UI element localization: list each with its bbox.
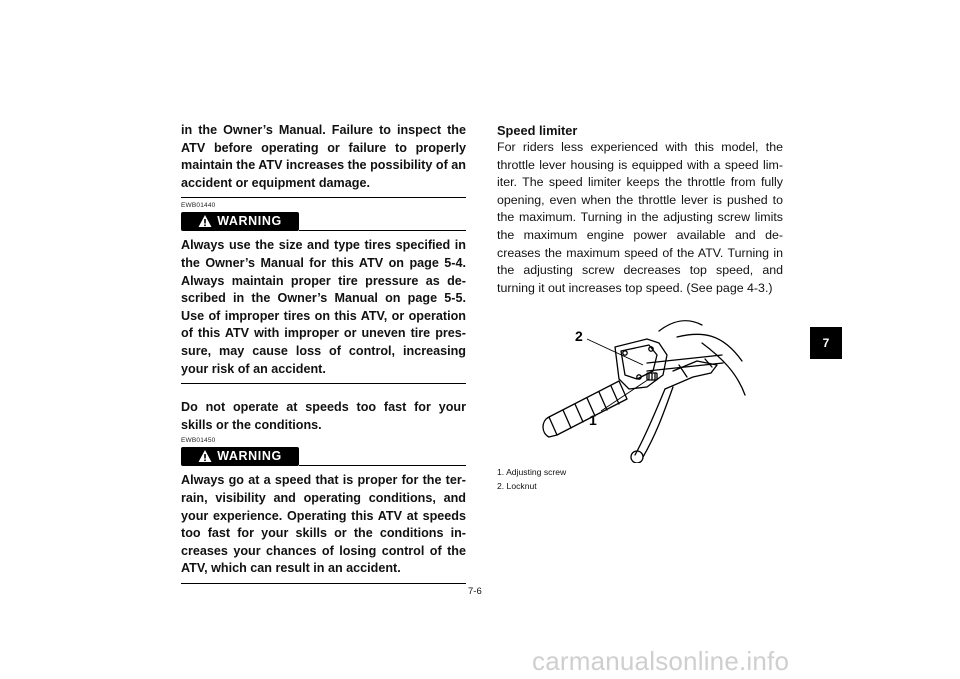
- warning-badge: [181, 212, 299, 231]
- warning-header: [181, 211, 466, 231]
- left-column: [181, 122, 466, 584]
- speed-limiter-illustration: [497, 303, 783, 463]
- caption-item: 2. Locknut: [497, 481, 537, 492]
- callout-1: 1: [589, 412, 597, 429]
- warning-label: WARNING: [217, 449, 282, 464]
- page-number: 7-6: [468, 586, 482, 597]
- section-heading: Speed limiter: [497, 123, 578, 138]
- right-column: [497, 122, 783, 493]
- warning-text: Always go at a speed that is proper for the terrain, visibility and operating conditions, and your experience. Operating this ATV at speeds too fast for your skills or the conditions increases your chances of losing control of the ATV, which can result in an accident.: [181, 473, 466, 576]
- warning-triangle-icon: [198, 449, 212, 463]
- divider: [181, 583, 466, 584]
- warning-badge: [181, 447, 299, 466]
- divider: [181, 383, 466, 384]
- intro-text: in the Owner’s Manual. Failure to inspect the ATV before operating or failure to properly maintain the ATV increases the possibility of an accident or equipment damage.: [181, 123, 466, 190]
- warning-rule: [299, 230, 466, 231]
- handlebar-drawing: [497, 303, 783, 463]
- watermark: carmanualsonline.info: [532, 646, 790, 676]
- warning-code: EWB01440: [181, 202, 216, 210]
- callout-2: 2: [575, 328, 583, 345]
- chapter-tab: 7: [810, 327, 842, 359]
- warning-header: [181, 446, 466, 466]
- warning-code: EWB01450: [181, 437, 216, 445]
- body-text: For riders less experienced with this model, the throttle lever housing is equipped with a speed limiter. The speed limiter keeps the throttle from fully opening, even when the throttle lever is pushed to the maximum. Turning in the adjusting screw limits the maximum engine power available and decreases the maximum speed of the ATV. Turning in the adjusting screw decreases top speed, and turning it out increases top speed. (See page 4-3.): [497, 140, 783, 295]
- divider: [181, 197, 466, 198]
- warning-triangle-icon: [198, 214, 212, 228]
- section-text: Do not operate at speeds too fast for your skills or the conditions.: [181, 400, 466, 432]
- warning-rule: [299, 465, 466, 466]
- figure-captions: [497, 465, 783, 493]
- caption-item: 1. Adjusting screw: [497, 467, 567, 478]
- warning-label: WARNING: [217, 214, 282, 229]
- warning-text: Always use the size and type tires specified in the Owner’s Manual for this ATV on page 5-4. Always maintain proper tire pressure as described in the Owner’s Manual on page 5-5. Use of improper tires on this ATV, or operation of this ATV with improper or uneven tire pressure, may cause loss of control, increasing your risk of an accident.: [181, 238, 466, 376]
